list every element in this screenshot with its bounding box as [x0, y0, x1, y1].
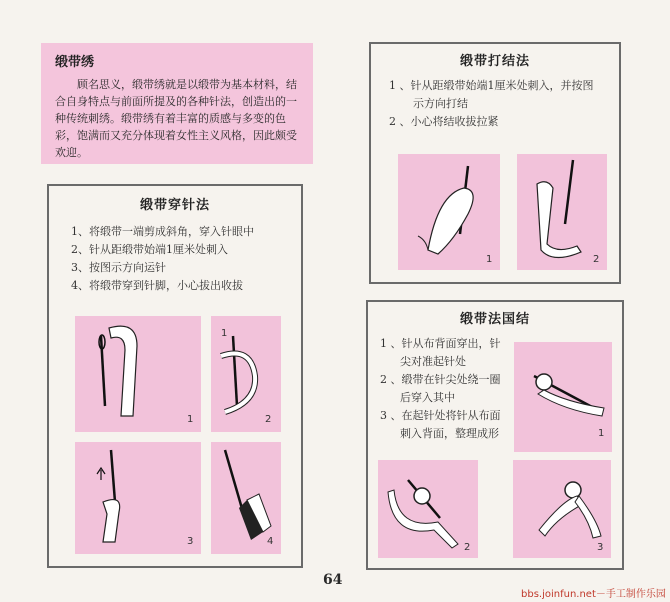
- threading-figure-number-2: 2: [265, 414, 272, 425]
- knotting-step-2: 2 、小心将结收拔拉紧: [389, 115, 499, 128]
- ribbon-loop-illustration: [398, 154, 500, 270]
- french-step-3: 3 、在起针处将针从布面: [380, 409, 501, 422]
- threading-title: 缎带穿针法: [139, 198, 210, 213]
- french-figure-number-3: 3: [597, 542, 604, 553]
- threading-step-3: 3、按图示方向运针: [71, 261, 166, 274]
- intro-box: [41, 43, 313, 164]
- french-figure-number-1: 1: [598, 428, 605, 439]
- needle-ribbon-illustration: [75, 442, 201, 554]
- french-figure-2: [378, 460, 478, 558]
- knotting-step-1: 1 、针从距缎带始端1厘米处刺入，并按图: [389, 79, 594, 92]
- knotting-figure-2: [517, 154, 607, 270]
- threading-figure-2: [211, 316, 281, 432]
- ribbon-loop-illustration: [517, 154, 607, 270]
- knotting-step-1b: 示方向打结: [413, 97, 468, 110]
- threading-figure-number-1: 1: [187, 414, 194, 425]
- threading-figure-number-4: 4: [267, 536, 274, 547]
- intro-title: 缎带绣: [55, 55, 95, 70]
- threading-figure-inset-label: 1: [221, 328, 228, 339]
- knotting-title: 缎带打结法: [459, 54, 530, 69]
- threading-step-4: 4、将缎带穿到针脚，小心拔出收拔: [71, 279, 243, 292]
- threading-figure-1: [75, 316, 201, 432]
- french-knot-panel: [366, 300, 624, 570]
- french-step-1b: 尖对准起针处: [400, 355, 466, 368]
- threading-figure-number-3: 3: [187, 536, 194, 547]
- french-title: 缎带法国结: [459, 312, 530, 327]
- knotting-figure-1: [398, 154, 500, 270]
- french-step-1: 1 、针从布背面穿出，针: [380, 337, 501, 350]
- threading-steps: [71, 223, 301, 295]
- threading-step-2: 2、针从距缎带始端1厘米处刺入: [71, 243, 228, 256]
- threading-panel: [47, 184, 303, 568]
- threading-step-1: 1、将缎带一端剪成斜角，穿入针眼中: [71, 225, 254, 238]
- threading-figure-4: [211, 442, 281, 554]
- knotting-figure-number-1: 1: [486, 254, 493, 265]
- watermark: bbs.joinfun.net－手工制作乐园: [521, 589, 666, 600]
- intro-body: 顾名思义，缎带绣就是以缎带为基本材料，结合自身特点与前面所提及的各种针法，创造出的一种传统刺绣。缎带绣有着丰富的质感与多变的色彩，饱满而又充分体现着女性主义风格，因此颇受欢迎。: [55, 78, 297, 159]
- threading-figure-3: [75, 442, 201, 554]
- french-step-2: 2 、缎带在针尖处绕一圈: [380, 373, 501, 386]
- knotting-steps: [389, 77, 619, 131]
- french-figure-3: [513, 460, 611, 558]
- french-knot-illustration: [378, 460, 478, 558]
- french-step-2b: 后穿入其中: [400, 391, 455, 404]
- french-figure-1: [514, 342, 612, 452]
- needle-ribbon-illustration: [75, 316, 201, 432]
- page-number: 64: [323, 572, 343, 588]
- french-step-3b: 刺入背面，整理成形: [400, 427, 499, 440]
- knotting-panel: [369, 42, 621, 284]
- knotting-figure-number-2: 2: [593, 254, 600, 265]
- french-figure-number-2: 2: [464, 542, 471, 553]
